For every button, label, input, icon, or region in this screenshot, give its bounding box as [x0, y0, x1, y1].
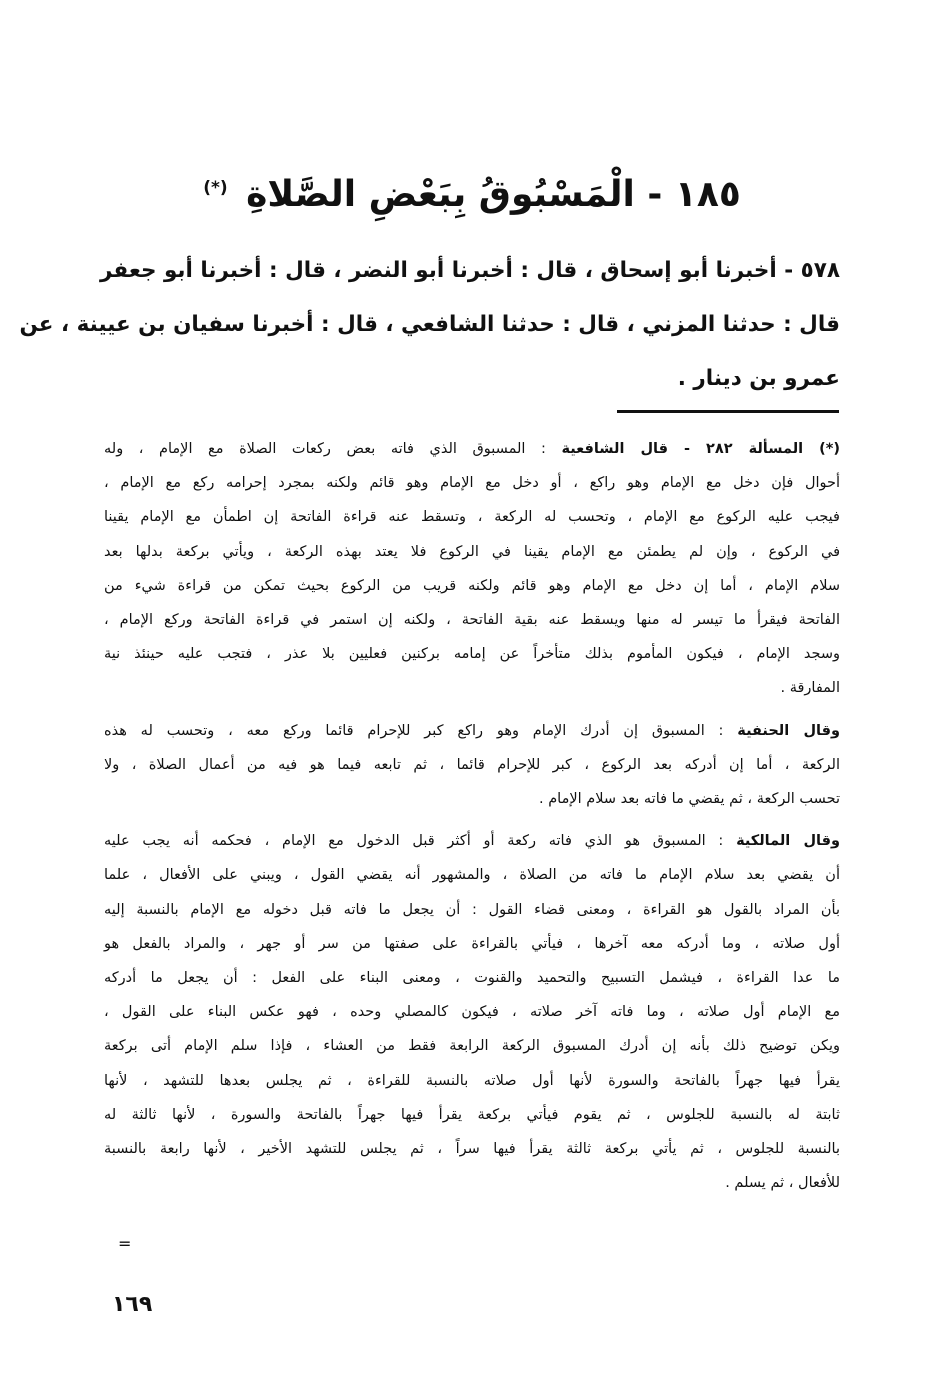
footnote-line — [104, 824, 840, 858]
footnote-paragraph-maliki — [104, 824, 840, 1200]
footnote-line: ويكن توضيح ذلك بأنه إن أدرك المسبوق الركعة الرابعة فقط من العشاء ، فإذا سلم الإمام أتى بركعة — [104, 1038, 840, 1055]
footnote-line: في الركوع ، وإن لم يطمئن مع الإمام يقينا في الركوع فلا يعتد بهذه الركعة ، ويأتي بركعة بدلها بعد — [104, 543, 840, 560]
footnotes — [104, 432, 840, 1200]
footnote-line: يقرأ فيها جهراً بالفاتحة والسورة لأنها أول صلاته بالنسبة للقراءة ، ثم يجلس بعدها للتشهد ، لأنها — [104, 1072, 840, 1089]
chapter-title-text: ١٨٥ - الْمَسْبُوقُ بِبَعْضِ الصَّلاةِ — [246, 174, 741, 215]
footnote-line: وسجد الإمام ، فيكون المأموم بذلك متأخراً عن إمامه بركنين فعليين بلا عذر ، فتجب عليه حينئذ نية — [104, 646, 840, 663]
footnote-paragraph-hanafi — [104, 714, 840, 817]
footnote-line: مع الإمام أول صلاته ، وما فاته آخر صلاته ، فيكون كالمصلي وحده ، فهو عكس البناء على القول ، — [104, 1004, 840, 1021]
footnote-line: أن يقضي بعد سلام الإمام ما فاته من الصلاة ، والمشهور أنه يقضي القول ، ويبني على الأفعال ، علما — [104, 867, 840, 884]
footnote-line: للأفعال ، ثم يسلم . — [725, 1175, 840, 1192]
footnote-line — [104, 714, 840, 748]
footnote-lead: وقال المالكية — [736, 833, 840, 850]
footnote-line: سلام الإمام ، أما إن دخل مع الإمام وهو قائم ولكنه قريب من الركوع بحيث تمكن من قراءة شيء من — [104, 577, 840, 594]
chapter-title — [150, 158, 794, 225]
footnote-lead: وقال الحنفية — [737, 722, 841, 739]
footnote-lead: (*) المسألة ٢٨٢ - قال الشافعية — [561, 441, 840, 457]
footnote-line: ما عدا القراءة ، فيشمل التسبيح والتحميد والقنوت ، ومعنى البناء على الفعل : أن يجعل ما أدركه — [104, 970, 840, 987]
hadith-text — [19, 244, 840, 406]
footnote-divider — [617, 410, 839, 413]
footnote-line: أحوال فإن دخل مع الإمام وهو راكع ، أو دخل مع الإمام وهو قائم ولكنه بمجرد إحرامه ركع مع الإمام ، — [104, 475, 840, 492]
paragraph-gap — [104, 816, 840, 824]
footnote-line — [104, 432, 840, 466]
footnote-line-text: : المسبوق إن أدرك الإمام وهو راكع كبر للإحرام قائما وركع معه ، وتحسب له هذه — [104, 722, 738, 739]
footnote-line: المفارقة . — [780, 680, 840, 697]
footnote-line: ثابتة له بالنسبة للجلوس ، ثم يقوم فيأتي بركعة يقرأ فيها جهراً بالفاتحة والسورة ، لأنها ثالثة له — [104, 1106, 840, 1123]
footnote-line-text: : المسبوق هو الذي فاته ركعة أو أكثر قبل الدخول مع الإمام ، فحكمه أنه يجب عليه — [104, 833, 737, 850]
page-number: ١٦٩ — [112, 1292, 153, 1317]
hadith-line: ٥٧٨ - أخبرنا أبو إسحاق ، قال : أخبرنا أبو النضر ، قال : أخبرنا أبو جعفر — [99, 258, 840, 283]
footnote-line: الركعة ، أما إن أدركه بعد الركوع ، كبر للإحرام قائما ، ثم تابعه فيما هو فيه من أعمال الصلاة ، ولا — [104, 756, 840, 773]
footnote-paragraph-shafii — [104, 432, 840, 706]
footnote-line: بالنسبة للجلوس ، ثم يأتي بركعة ثالثة يقرأ فيها سراً ، ثم يجلس للتشهد الأخير ، لأنها رابعة بالنسبة — [104, 1141, 840, 1158]
hadith-line: عمرو بن دينار . — [677, 366, 840, 391]
footnote-line: الفاتحة فيقرأ ما تيسر له منها ويسقط عنه بقية الفاتحة ، ولكنه إن استمر في قراءة الفاتحة وركع الإمام ، — [104, 612, 840, 629]
continuation-mark: = — [118, 1234, 132, 1253]
footnote-line: تحسب الركعة ، ثم يقضي ما فاته بعد سلام الإمام . — [538, 791, 840, 808]
footnote-line-text: : المسبوق الذي فاته بعض ركعات الصلاة مع الإمام ، وله — [104, 441, 562, 457]
footnote-marker: (*) — [203, 178, 228, 198]
footnote-line: بأن المراد بالقول هو القراءة ، ومعنى قضاء القول : أن يجعل ما فاته قبل دخوله مع الإمام بالنسبة إليه — [104, 901, 840, 918]
paragraph-gap — [104, 706, 840, 714]
footnote-line: أول صلاته ، وما أدركه معه آخرها ، فيأتي بالقراءة على صفتها من سر أو جهر ، والمراد بالفعل هو — [104, 935, 840, 952]
hadith-line: قال : حدثنا المزني ، قال : حدثنا الشافعي ، قال : أخبرنا سفيان بن عيينة ، عن — [19, 312, 840, 337]
footnote-line: فيجب عليه الركوع مع الإمام ، وتحسب له الركعة ، وتسقط عنه قراءة الفاتحة إن اطمأن مع الإمام يقينا — [104, 509, 840, 526]
